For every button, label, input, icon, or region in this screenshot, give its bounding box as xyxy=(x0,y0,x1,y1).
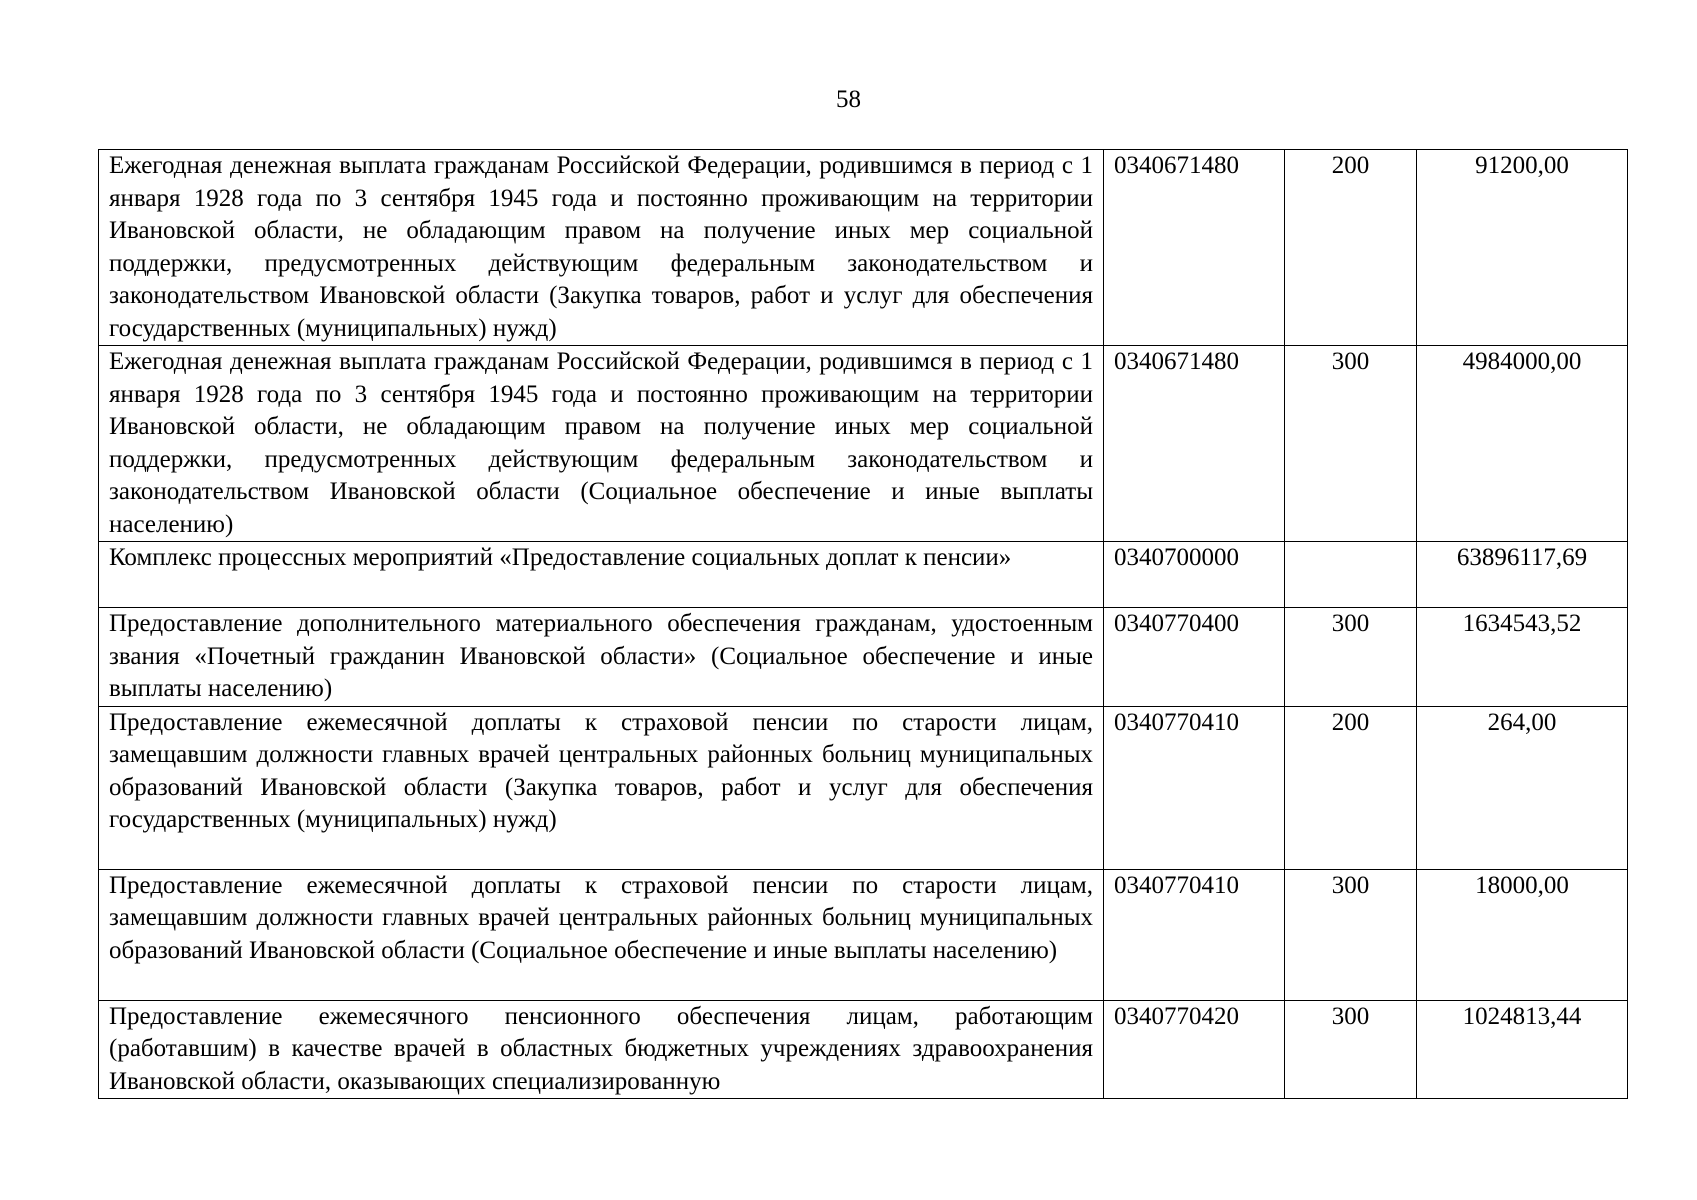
table-row xyxy=(99,869,1628,1000)
table-row xyxy=(99,346,1628,542)
row-target-code: 0340700000 xyxy=(1104,542,1285,608)
row-description: Комплекс процессных мероприятий «Предоставление социальных доплат к пенсии» xyxy=(99,542,1104,608)
row-description: Предоставление дополнительного материального обеспечения гражданам, удостоенным звания «Почетный гражданин Ивановской области» (Социальное обеспечение и иные выплаты населению) xyxy=(99,608,1104,707)
row-expense-type: 300 xyxy=(1285,608,1417,707)
budget-table xyxy=(98,149,1628,1099)
row-description-text: Предоставление ежемесячного пенсионного обеспечения лицам, работающим (работавшим) в качестве врачей в областных бюджетных учреждениях здравоохранения Ивановской области, оказывающих специализированную xyxy=(109,1002,1093,1095)
row-amount: 63896117,69 xyxy=(1417,542,1628,608)
row-description: Предоставление ежемесячной доплаты к страховой пенсии по старости лицам, замещавшим должности главных врачей центральных районных больниц муниципальных образований Ивановской области (Социальное обеспечение и иные выплаты населению) xyxy=(99,869,1104,1000)
row-description xyxy=(99,1000,1104,1098)
row-target-code: 0340671480 xyxy=(1104,150,1285,346)
row-amount: 1024813,44 xyxy=(1417,1000,1628,1098)
row-expense-type: 300 xyxy=(1285,1000,1417,1098)
row-description: Ежегодная денежная выплата гражданам Российской Федерации, родившимся в период с 1 января 1928 года по 3 сентября 1945 года и постоянно проживающим на территории Ивановской области, не обладающим правом на получение иных мер социальной поддержки, предусмотренных действующим федеральным законодательством и законодательством Ивановской области (Социальное обеспечение и иные выплаты населению) xyxy=(99,346,1104,542)
row-target-code: 0340770400 xyxy=(1104,608,1285,707)
table-row xyxy=(99,608,1628,707)
row-target-code: 0340671480 xyxy=(1104,346,1285,542)
table-row xyxy=(99,1000,1628,1098)
row-amount: 264,00 xyxy=(1417,706,1628,869)
row-target-code: 0340770420 xyxy=(1104,1000,1285,1098)
row-expense-type: 200 xyxy=(1285,706,1417,869)
row-amount: 1634543,52 xyxy=(1417,608,1628,707)
page-number: 58 xyxy=(836,86,861,113)
row-amount: 4984000,00 xyxy=(1417,346,1628,542)
table-row xyxy=(99,706,1628,869)
table-row xyxy=(99,542,1628,608)
row-expense-type: 300 xyxy=(1285,869,1417,1000)
table-row xyxy=(99,150,1628,346)
row-target-code: 0340770410 xyxy=(1104,869,1285,1000)
row-amount: 18000,00 xyxy=(1417,869,1628,1000)
row-target-code: 0340770410 xyxy=(1104,706,1285,869)
row-expense-type: 200 xyxy=(1285,150,1417,346)
row-description: Предоставление ежемесячной доплаты к страховой пенсии по старости лицам, замещавшим должности главных врачей центральных районных больниц муниципальных образований Ивановской области (Закупка товаров, работ и услуг для обеспечения государственных (муниципальных) нужд) xyxy=(99,706,1104,869)
row-expense-type xyxy=(1285,542,1417,608)
row-expense-type: 300 xyxy=(1285,346,1417,542)
row-amount: 91200,00 xyxy=(1417,150,1628,346)
row-description: Ежегодная денежная выплата гражданам Российской Федерации, родившимся в период с 1 января 1928 года по 3 сентября 1945 года и постоянно проживающим на территории Ивановской области, не обладающим правом на получение иных мер социальной поддержки, предусмотренных действующим федеральным законодательством и законодательством Ивановской области (Закупка товаров, работ и услуг для обеспечения государственных (муниципальных) нужд) xyxy=(99,150,1104,346)
